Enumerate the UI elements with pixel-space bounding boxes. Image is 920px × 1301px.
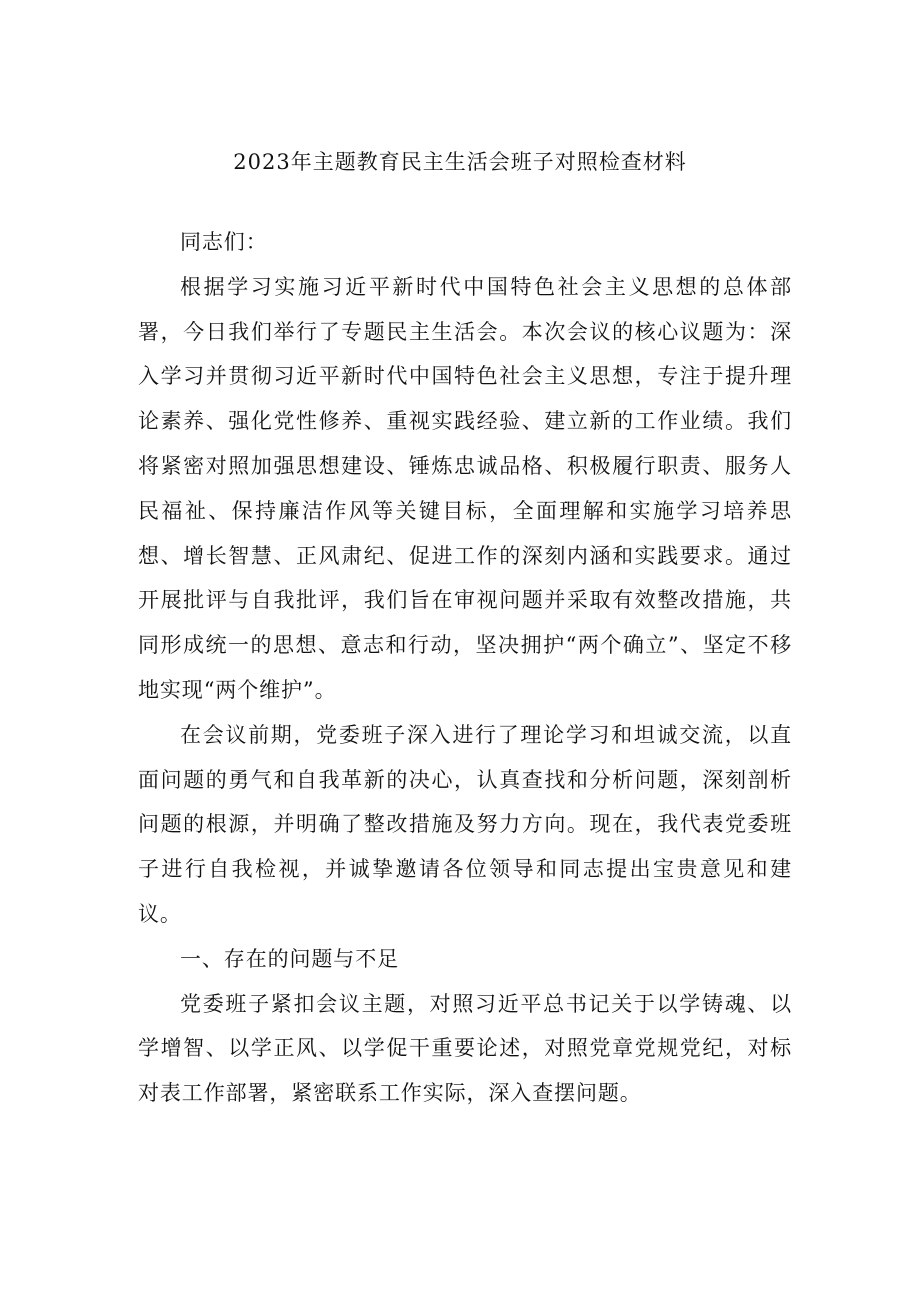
section-heading: 一、存在的问题与不足 [180, 946, 399, 971]
document-body [138, 220, 792, 1116]
salutation-paragraph: 同志们： [180, 230, 268, 254]
document-title: 2023年主题教育民主生活会班子对照检查材料 [233, 150, 687, 174]
section-intro-paragraph: 党委班子紧扣会议主题，对照习近平总书记关于以学铸魂、以学增智、以学正风、以学促干重要论述，对照党章党规党纪，对标对表工作部署，紧密联系工作实际，深入查摆问题。 [138, 991, 792, 1106]
preparation-paragraph: 在会议前期，党委班子深入进行了理论学习和坦诚交流，以直面问题的勇气和自我革新的决心，认真查找和分析问题，深刻剖析问题的根源，并明确了整改措施及努力方向。现在，我代表党委班子进行自我检视，并诚挚邀请各位领导和同志提出宝贵意见和建议。 [138, 722, 792, 926]
intro-paragraph: 根据学习实施习近平新时代中国特色社会主义思想的总体部署，今日我们举行了专题民主生活会。本次会议的核心议题为：深入学习并贯彻习近平新时代中国特色社会主义思想，专注于提升理论素养、强化党性修养、重视实践经验、建立新的工作业绩。我们将紧密对照加强思想建设、锤炼忠诚品格、积极履行职责、服务人民福祉、保持廉洁作风等关键目标，全面理解和实施学习培养思想、增长智慧、正风肃纪、促进工作的深刻内涵和实践要求。通过开展批评与自我批评，我们旨在审视问题并采取有效整改措施，共同形成统一的思想、意志和行动，坚决拥护“两个确立”、坚定不移地实现“两个维护”。 [138, 274, 792, 702]
